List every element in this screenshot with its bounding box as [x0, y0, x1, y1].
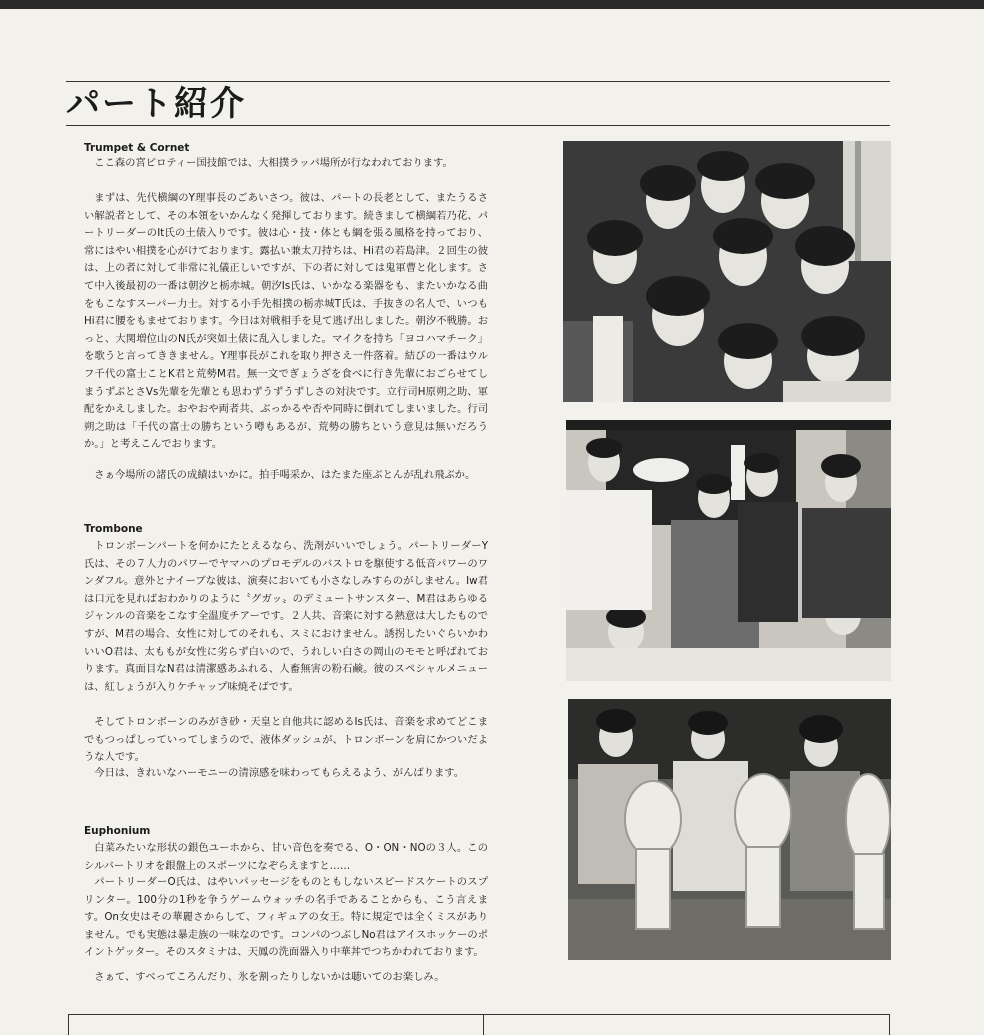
trombone-paragraph-2: そしてトロンボーンのみがき砂・天皇と自他共に認めるIs氏は、音楽を求めてどこまでもつっぱしっていってしまうので、液体ダッシュが、トロンボーンを肩にかついだような人です。 — [84, 716, 488, 764]
euphonium-paragraph-2: パートリーダーO氏は、はやいパッセージをものともしないスピードスケートのスプリンター。100分の1秒を争うゲームウォッチの名手であることからも、こう言えます。On女史はその華麗さからして、フィギュアの女王。特に規定では全くミスがありません。でも実態は暴走族の一味なのです。コンパのつぶしNo君はアイスホッケーのポイントゲッター。そのスタミナは、天鳳の洗面器入り中華丼でつちかわれております。 — [84, 876, 488, 959]
trombone-paragraph-1: トロンボーンパートを何かにたとえるなら、洗剤がいいでしょう。パートリーダーY氏は、その７人力のパワーでヤマハのプロモデルのバストロを駆使する低音パワーのワンダフル。意外とナイーブな彼は、演奏においても小さなしみすらのがしません。Iw君は口元を見ればおわかりのように〝グガッ〟のデミュートサンスター、M君はあらゆるジャンルの音楽をこなす全温度チアーです。２人共、音楽に対する熱意は大したものですが、M君の場合、女性に対してのそれも、スミにおけません。誘拐したいぐらいかわいいO君は、太ももが女性に劣らず白いので、うれしい白さの岡山のモモと呼ばれております。真面目なN君は清潔感あふれる、人畜無害の粉石鹸。彼のスペシャルメニューは、紅しょうが入りケチャップ味焼そばです。 — [84, 540, 488, 693]
euphonium-paragraph-3: さぁて、すべってころんだり、氷を割ったりしないかは聴いてのお楽しみ。 — [94, 971, 445, 983]
trumpet-group-photo — [563, 141, 891, 402]
trombone-group-photo — [566, 420, 891, 681]
title-bottom-rule — [66, 125, 890, 126]
trumpet-paragraph-1: ここ森の宮ピロティー国技館では、大相撲ラッパ場所が行なわれております。 — [94, 157, 453, 169]
trombone-heading: Trombone — [84, 523, 143, 535]
bottom-frame — [68, 1014, 890, 1035]
trumpet-paragraph-2: まずは、先代横綱のY理事長のごあいさつ。彼は、パートの長老として、またうるさい解説者として、その本領をいかんなく発揮しております。続きまして横綱若乃花、パートリーダーのIt氏の土俵入りです。彼は心・技・体とも綱を張る風格を持っており、常にはやい相撲を心がけております。露払い兼太刀持ちは、Hi君の若島津。２回生の彼は、上の者に対して非常に礼儀正しいですが、下の者に対しては鬼軍曹と化します。さて中入後最初の一番は朝汐と栃赤城。朝汐Is氏は、いかなる楽器をも、またいかなる曲をもこなすスーパー力士。対する小手先相撲の栃赤城T氏は、手抜きの名人で、いつもHi君に腰をもませております。今日は対戦相手を見て逃げ出しました。朝汐不戦勝。おっと、大関増位山のN氏が突如土俵に乱入しました。マイクを持ち「ヨコハマチーク」を歌うと言ってききません。Y理事長がこれを取り押さえ一件落着。結びの一番はウルフ千代の富士ことK君と荒勢M君。無一文でぎょうざを食べに行き先輩におごらせてしまうずぶとさVs先輩を先輩とも思わずうずうずしさの対決です。立行司H原朔之助、軍配をかえしました。おやおや両者共、ぶっかるや否や同時に倒れてしまいました。行司朔之助は「千代の富士の勝ちという噂もあるが、荒勢の勝ちという意見は無いだろうか。」と考えこんでおります。 — [84, 192, 488, 451]
trombone-paragraph-3: 今日は、きれいなハーモニーの清涼感を味わってもらえるよう、がんばります。 — [94, 767, 465, 779]
page-top-border — [0, 0, 984, 9]
euphonium-paragraph-1: 白菜みたいな形状の銀色ユーホから、甘い音色を奏でる、O・ON・NOの３人。このシルバートリオを銀盤上のスポーツになぞらえますと…… — [84, 842, 488, 872]
euphonium-group-photo — [568, 699, 891, 960]
trumpet-heading: Trumpet & Cornet — [84, 142, 190, 154]
bottom-frame-divider — [483, 1015, 484, 1035]
trumpet-paragraph-3: さぁ今場所の諸氏の成績はいかに。拍手喝采か、はたまた座ぶとんが乱れ飛ぶか。 — [94, 469, 476, 481]
euphonium-heading: Euphonium — [84, 825, 151, 837]
title-top-rule — [66, 81, 890, 82]
page-title: パート紹介 — [66, 84, 246, 124]
